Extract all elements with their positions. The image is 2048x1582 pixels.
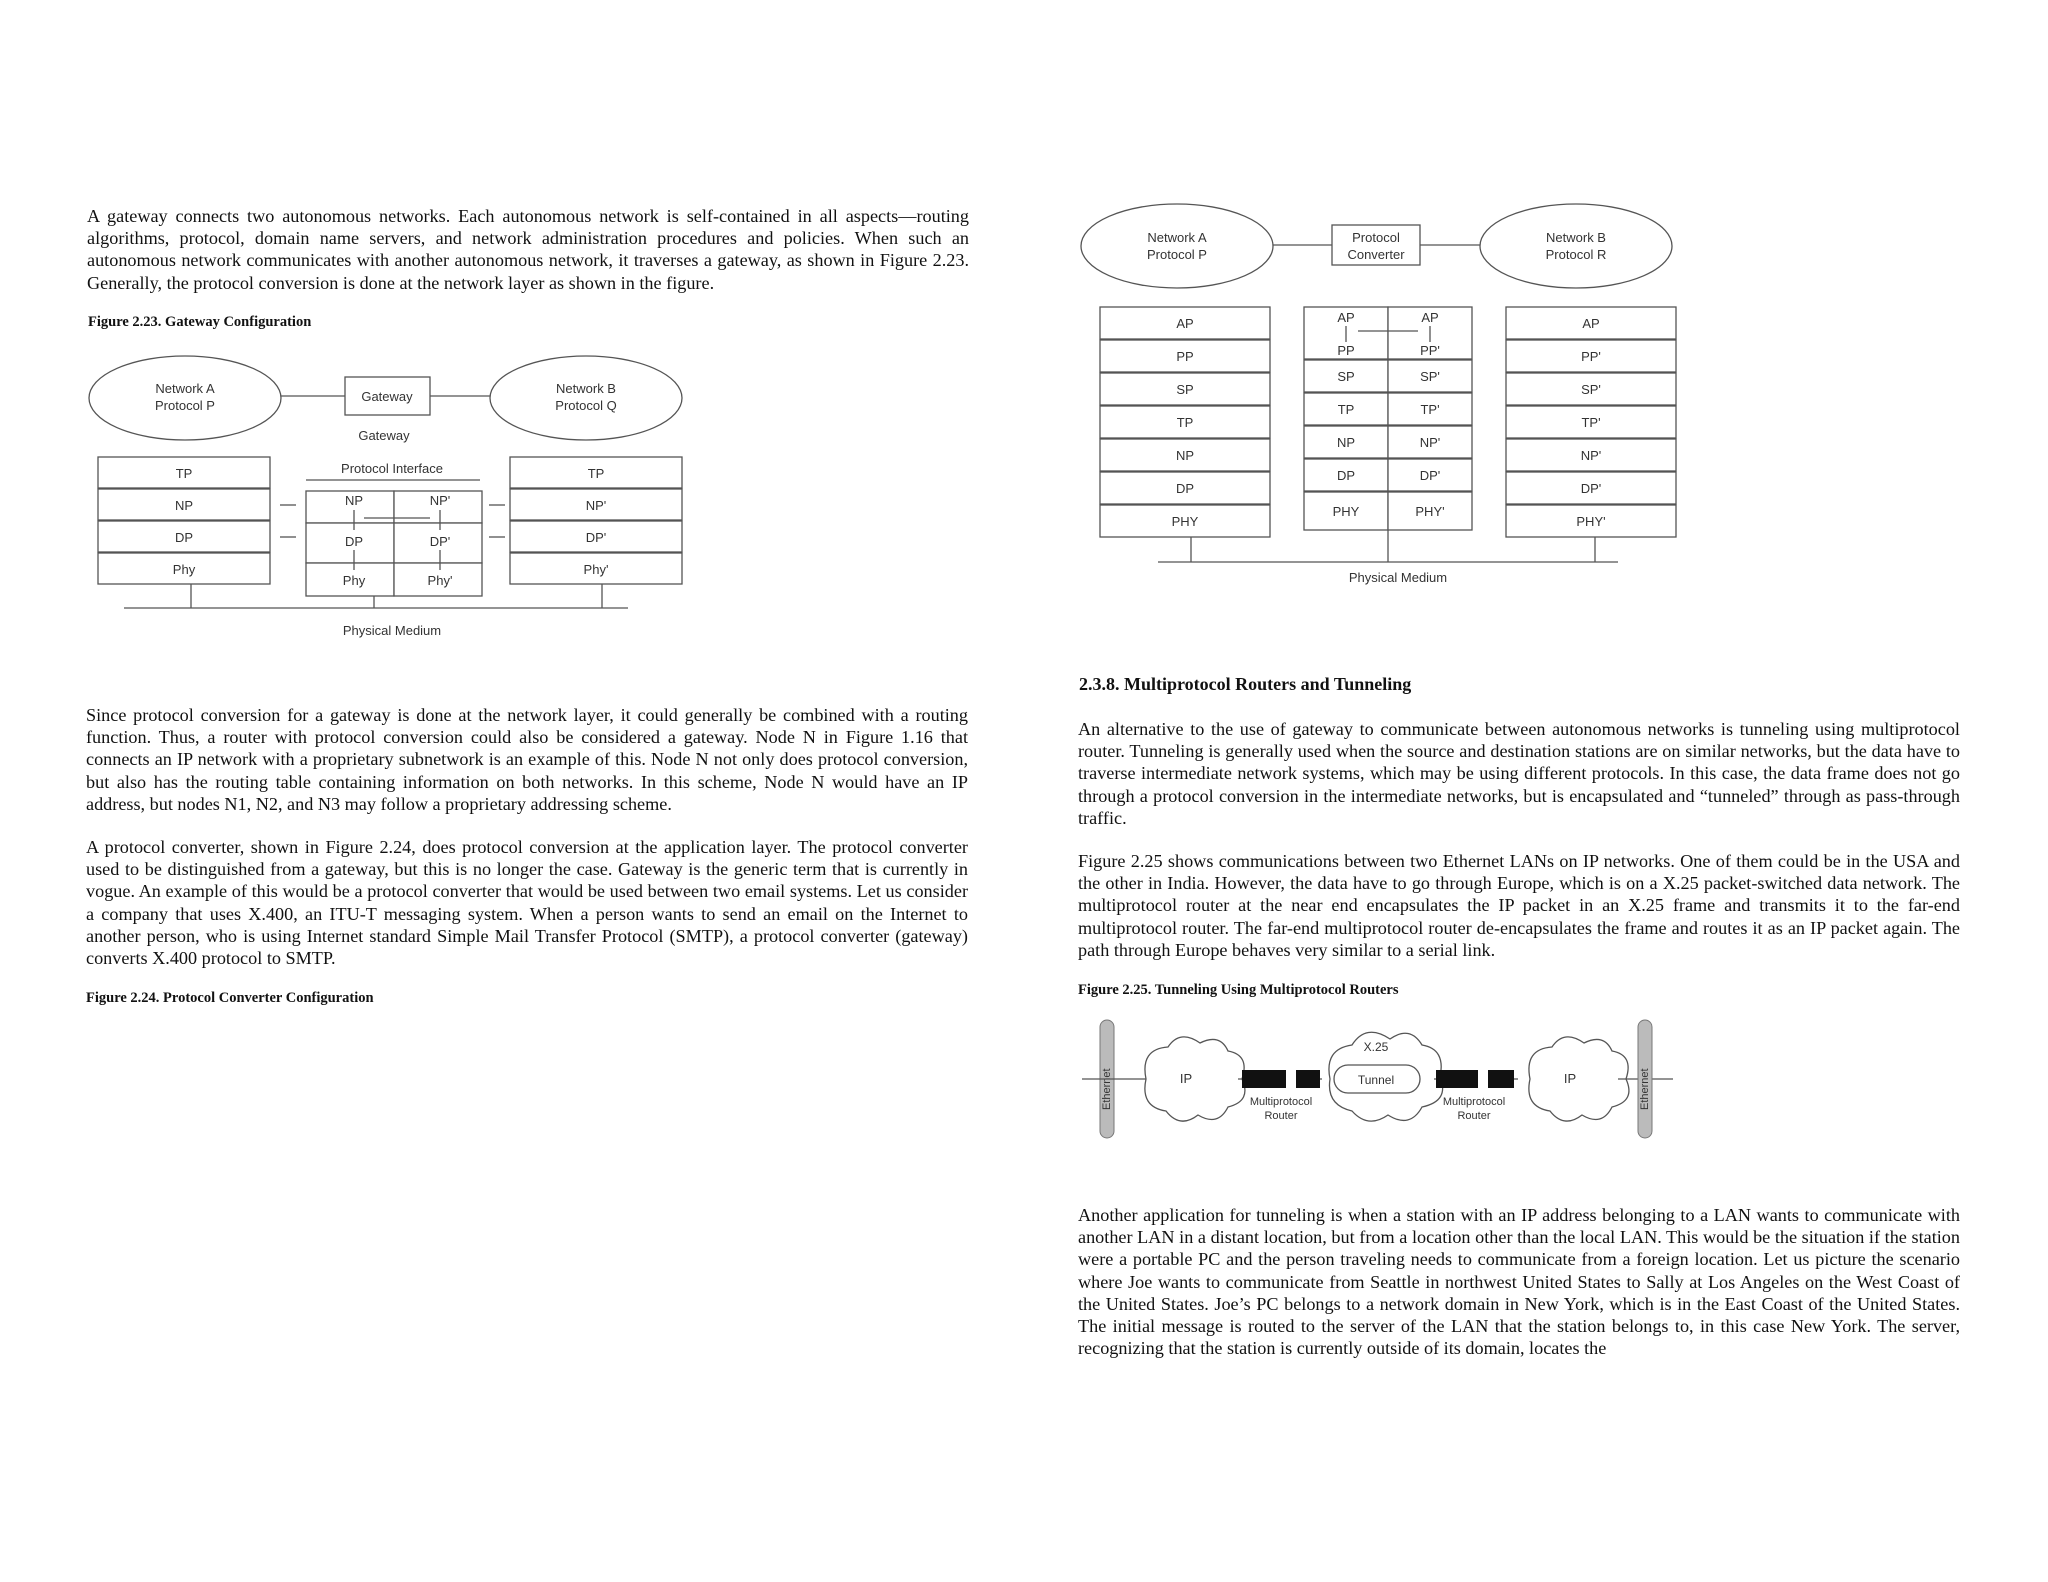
svg-text:PHY': PHY' bbox=[1576, 514, 1606, 529]
svg-text:PHY': PHY' bbox=[1415, 504, 1445, 519]
svg-text:PHY: PHY bbox=[1332, 504, 1360, 519]
svg-text:Ethernet: Ethernet bbox=[1101, 1068, 1113, 1110]
svg-text:Ethernet: Ethernet bbox=[1639, 1068, 1651, 1110]
svg-text:SP': SP' bbox=[1420, 369, 1440, 384]
figure-2-25-caption: Figure 2.25. Tunneling Using Multiprotocol Routers bbox=[1078, 982, 1399, 998]
svg-text:NP: NP bbox=[1336, 435, 1356, 450]
figure-2-25-tunneling-diagram bbox=[1078, 1015, 1678, 1145]
figure-2-23-caption: Figure 2.23. Gateway Configuration bbox=[88, 314, 312, 330]
svg-text:AP: AP bbox=[1337, 310, 1355, 325]
paragraph-protocol-converter: A protocol converter, shown in Figure 2.24, does protocol conversion at the application layer. The protocol converter used to be distinguished from a gateway, but this is no longer the case. Gateway is the generic term that is currently in vogue. An example of this would be a protocol converter that would be used between two email systems. Let us consider a company that uses X.400, an ITU-T messaging system. When a person wants to send an email on the Internet to another person, who is using Internet standard Simple Mail Transfer Protocol (SMTP), a protocol converter (gateway) converts X.400 protocol to SMTP. bbox=[86, 837, 968, 969]
svg-text:IP: IP bbox=[1179, 1071, 1193, 1086]
svg-text:Tunnel: Tunnel bbox=[1357, 1073, 1395, 1087]
paragraph-gateway-intro: A gateway connects two autonomous networks. Each autonomous network is self-contained in all aspects—routing algorithms, protocol, domain name servers, and network administration procedures and policies. When such an autonomous network communicates with another autonomous network, it traverses a gateway, as shown in Figure 2.23. Generally, the protocol conversion is done at the network layer as shown in the figure. bbox=[87, 206, 969, 293]
svg-text:NP: NP bbox=[344, 493, 364, 508]
svg-text:AP: AP bbox=[1582, 316, 1600, 331]
figure-2-24-protocol-converter-diagram bbox=[1078, 200, 1688, 600]
svg-text:Protocol R: Protocol R bbox=[1545, 247, 1607, 262]
net-a-name: Network A bbox=[155, 381, 215, 396]
gateway-box-label: Gateway bbox=[361, 389, 413, 404]
svg-text:DP': DP' bbox=[1580, 481, 1602, 496]
svg-text:Protocol: Protocol bbox=[1352, 230, 1400, 245]
svg-text:Router: Router bbox=[1457, 1110, 1491, 1122]
svg-text:NP: NP bbox=[174, 498, 194, 513]
svg-text:SP': SP' bbox=[1581, 382, 1601, 397]
svg-text:NP: NP bbox=[1175, 448, 1195, 463]
svg-text:Phy': Phy' bbox=[427, 573, 453, 588]
svg-text:Router: Router bbox=[1264, 1110, 1298, 1122]
svg-text:SP: SP bbox=[1176, 382, 1194, 397]
svg-text:PP': PP' bbox=[1581, 349, 1601, 364]
paragraph-gateway-routing: Since protocol conversion for a gateway is done at the network layer, it could generally be combined with a routing function. Thus, a router with protocol conversion could also be considered a gateway. Node N in Figure 1.16 that connects an IP network with a proprietary subnetwork is an example of this. Node N not only does protocol conversion, but also has the routing table containing information on both networks. In this scheme, Node N would have an IP address, but nodes N1, N2, and N3 may follow a proprietary addressing scheme. bbox=[86, 705, 968, 814]
svg-text:PP: PP bbox=[1337, 343, 1355, 358]
section-heading: 2.3.8. Multiprotocol Routers and Tunneling bbox=[1079, 674, 1412, 694]
converter-protocol-stacks bbox=[1304, 307, 1472, 530]
svg-text:DP: DP bbox=[344, 534, 364, 549]
svg-text:AP: AP bbox=[1176, 316, 1194, 331]
gateway-label: Gateway bbox=[358, 428, 410, 443]
svg-text:TP': TP' bbox=[1581, 415, 1601, 430]
left-protocol-stack bbox=[1100, 307, 1270, 537]
svg-text:TP: TP bbox=[175, 466, 193, 481]
svg-text:TP': TP' bbox=[1420, 402, 1440, 417]
svg-text:Phy: Phy bbox=[172, 562, 196, 577]
physical-medium-label: Physical Medium bbox=[342, 623, 442, 638]
paragraph-figure-2-25-description: Figure 2.25 shows communications between two Ethernet LANs on IP networks. One of them could be in the USA and the other in India. However, the data have to go through Europe, which is on a X.25 packet-switched data network. The multiprotocol router at the near end encapsulates the IP packet in an X.25 frame and transmits it to the far-end multiprotocol router. The far-end multiprotocol router de-encapsulates the frame and routes it as an IP packet again. The path through Europe behaves very similar to a serial link. bbox=[1078, 851, 1960, 960]
svg-text:DP': DP' bbox=[585, 530, 607, 545]
svg-text:PP': PP' bbox=[1420, 343, 1440, 358]
svg-text:TP: TP bbox=[1337, 402, 1355, 417]
svg-text:NP': NP' bbox=[1419, 435, 1441, 450]
svg-text:DP: DP bbox=[174, 530, 194, 545]
svg-text:DP': DP' bbox=[1419, 468, 1441, 483]
svg-text:IP: IP bbox=[1563, 1071, 1577, 1086]
right-protocol-stack bbox=[1506, 307, 1676, 537]
svg-text:Protocol P: Protocol P bbox=[1147, 247, 1207, 262]
svg-text:NP': NP' bbox=[429, 493, 451, 508]
svg-text:Multiprotocol: Multiprotocol bbox=[1249, 1096, 1313, 1108]
svg-text:PP: PP bbox=[1176, 349, 1194, 364]
net-b-protocol: Protocol Q bbox=[555, 398, 617, 413]
svg-text:PHY: PHY bbox=[1171, 514, 1199, 529]
svg-text:NP': NP' bbox=[1580, 448, 1602, 463]
protocol-interface-label: Protocol Interface bbox=[341, 461, 443, 476]
svg-text:Phy': Phy' bbox=[583, 562, 609, 577]
paragraph-tunneling-intro: An alternative to the use of gateway to communicate between autonomous networks is tunneling using multiprotocol router. Tunneling is generally used when the source and destination stations are on similar networks, but the data have to traverse intermediate network systems, which may be using different protocols. In this case, the data frame does not go through a protocol conversion in the intermediate networks, but is encapsulated and “tunneled” through as pass-through traffic. bbox=[1078, 719, 1960, 828]
svg-text:DP: DP bbox=[1175, 481, 1195, 496]
svg-text:DP': DP' bbox=[429, 534, 451, 549]
figure-2-23-gateway-diagram bbox=[84, 350, 684, 650]
svg-text:TP: TP bbox=[1176, 415, 1194, 430]
svg-text:Converter: Converter bbox=[1347, 247, 1405, 262]
svg-text:Network B: Network B bbox=[1546, 230, 1606, 245]
svg-text:NP': NP' bbox=[585, 498, 607, 513]
svg-text:X.25: X.25 bbox=[1363, 1040, 1389, 1054]
svg-text:SP: SP bbox=[1337, 369, 1355, 384]
svg-text:TP: TP bbox=[587, 466, 605, 481]
svg-text:AP: AP bbox=[1421, 310, 1439, 325]
net-a-protocol: Protocol P bbox=[155, 398, 215, 413]
paragraph-tunneling-mobile: Another application for tunneling is when a station with an IP address belonging to a LAN wants to communicate with another LAN in a distant location, but from a location other than the local LAN. This would be the situation if the station were a portable PC and the person traveling needs to communicate from a foreign location. Let us picture the scenario where Joe wants to communicate from Seattle in northwest United States to Sally at Los Angeles on the West Coast of the United States. Joe’s PC belongs to a network domain in New York, which is in the East Coast of the United States. The initial message is routed to the server of the LAN that the station belongs to, in this case New York. The server, recognizing that the station is currently outside of its domain, locates the bbox=[1078, 1205, 1960, 1359]
physical-medium-label: Physical Medium bbox=[1348, 570, 1448, 585]
svg-text:DP: DP bbox=[1336, 468, 1356, 483]
svg-text:Network A: Network A bbox=[1147, 230, 1207, 245]
figure-2-24-caption: Figure 2.24. Protocol Converter Configuration bbox=[86, 990, 374, 1006]
net-b-name: Network B bbox=[556, 381, 616, 396]
svg-text:Phy: Phy bbox=[342, 573, 366, 588]
svg-text:Multiprotocol: Multiprotocol bbox=[1442, 1096, 1506, 1108]
